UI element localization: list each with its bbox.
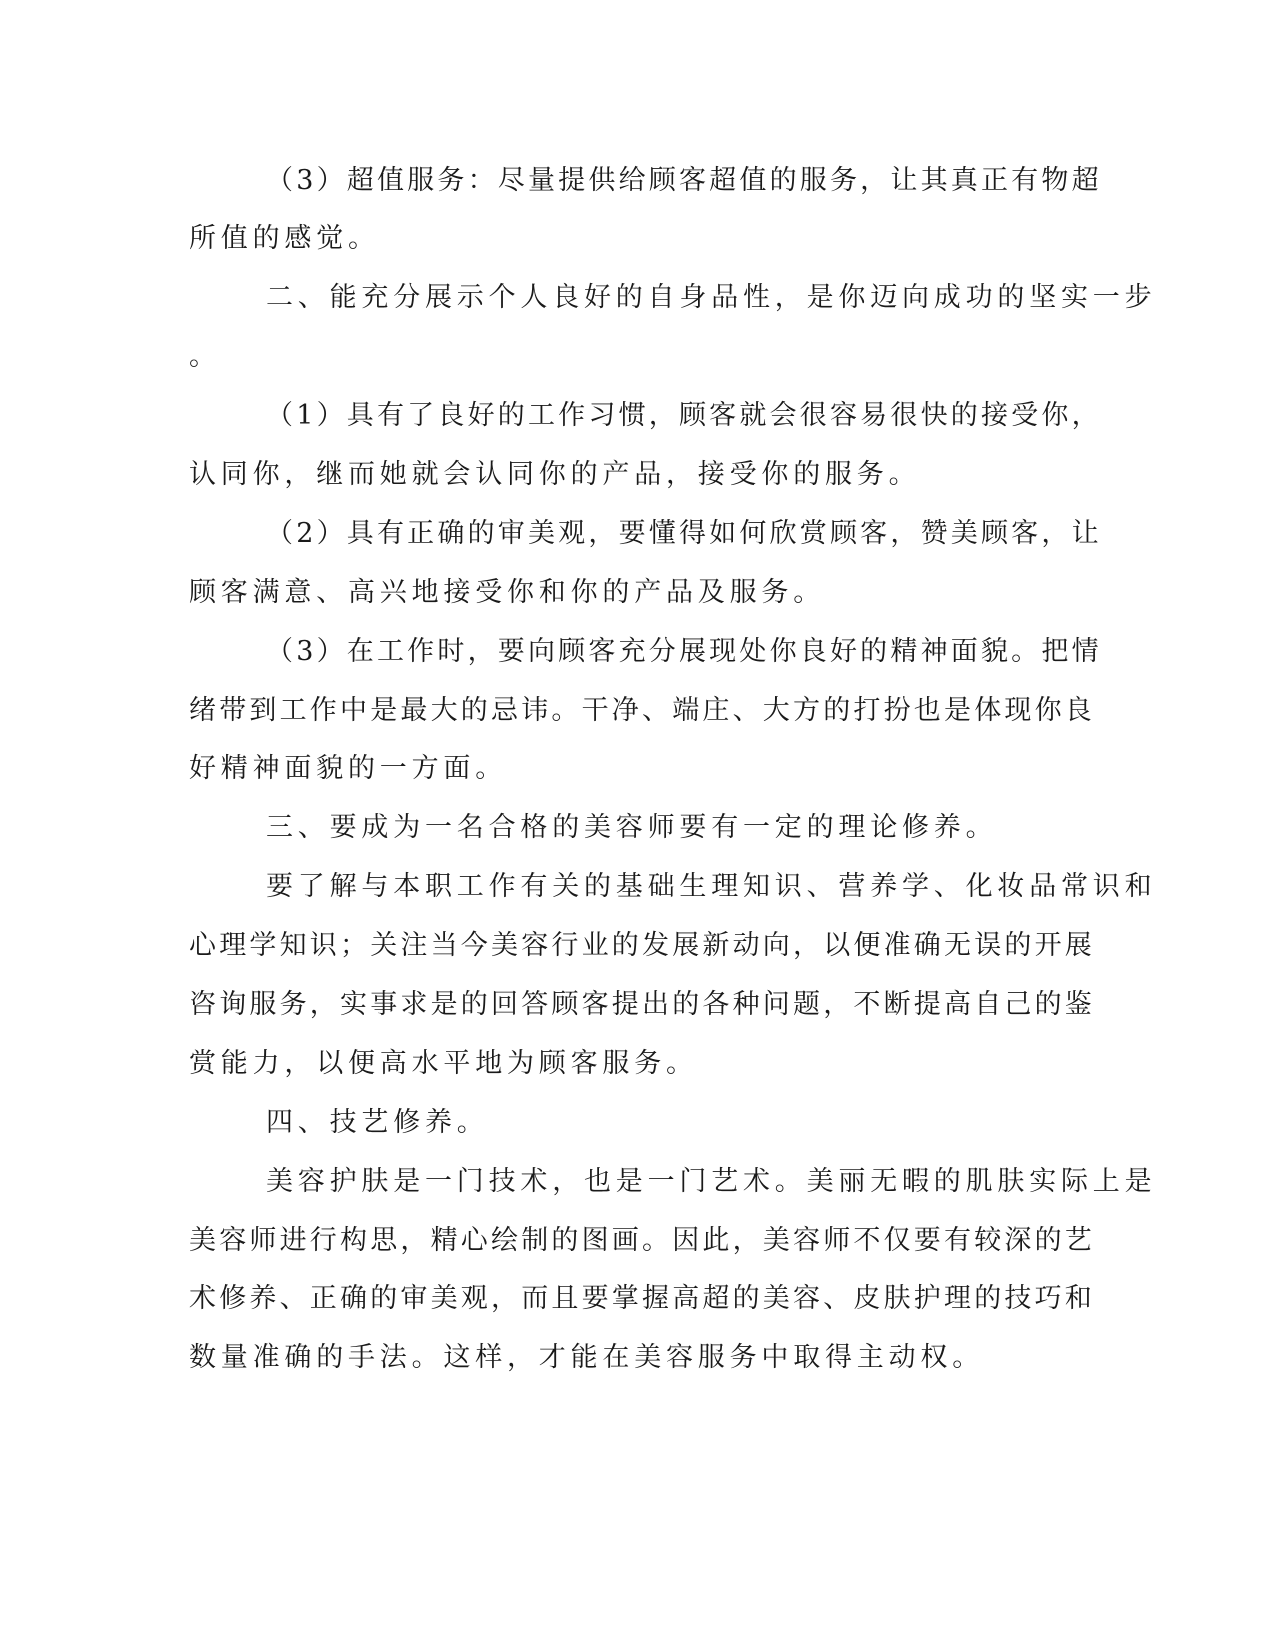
text-line: 顾客满意、高兴地接受你和你的产品及服务。: [189, 577, 825, 608]
text-line: 要了解与本职工作有关的基础生理知识、营养学、化妆品常识和: [266, 871, 1157, 902]
text-line: 。: [189, 341, 221, 372]
text-line: 数量准确的手法。这样，才能在美容服务中取得主动权。: [189, 1342, 984, 1373]
text-line: 心理学知识；关注当今美容行业的发展新动向，以便准确无误的开展: [189, 930, 1095, 961]
text-line: 三、要成为一名合格的美容师要有一定的理论修养。: [266, 812, 998, 843]
text-line: 绪带到工作中是最大的忌讳。干净、端庄、大方的打扮也是体现你良: [189, 695, 1095, 726]
text-line: 认同你，继而她就会认同你的产品，接受你的服务。: [189, 459, 921, 490]
text-line: 四、技艺修养。: [266, 1107, 489, 1138]
text-line: （3）超值服务：尽量提供给顾客超值的服务，让其真正有物超: [266, 165, 1102, 196]
text-line: 术修养、正确的审美观，而且要掌握高超的美容、皮肤护理的技巧和: [189, 1283, 1095, 1314]
text-line: 好精神面貌的一方面。: [189, 753, 507, 784]
text-line: 咨询服务，实事求是的回答顾客提出的各种问题，不断提高自己的鉴: [189, 989, 1095, 1020]
text-line: 所值的感觉。: [189, 223, 380, 254]
text-line: 美容师进行构思，精心绘制的图画。因此，美容师不仅要有较深的艺: [189, 1225, 1095, 1256]
text-line: 二、能充分展示个人良好的自身品性，是你迈向成功的坚实一步: [266, 282, 1157, 313]
text-line: （2）具有正确的审美观，要懂得如何欣赏顾客，赞美顾客，让: [266, 518, 1102, 549]
text-line: （1）具有了良好的工作习惯，顾客就会很容易很快的接受你，: [266, 400, 1102, 431]
text-line: （3）在工作时，要向顾客充分展现处你良好的精神面貌。把情: [266, 636, 1102, 667]
text-line: 美容护肤是一门技术，也是一门艺术。美丽无暇的肌肤实际上是: [266, 1166, 1157, 1197]
text-line: 赏能力，以便高水平地为顾客服务。: [189, 1048, 698, 1079]
